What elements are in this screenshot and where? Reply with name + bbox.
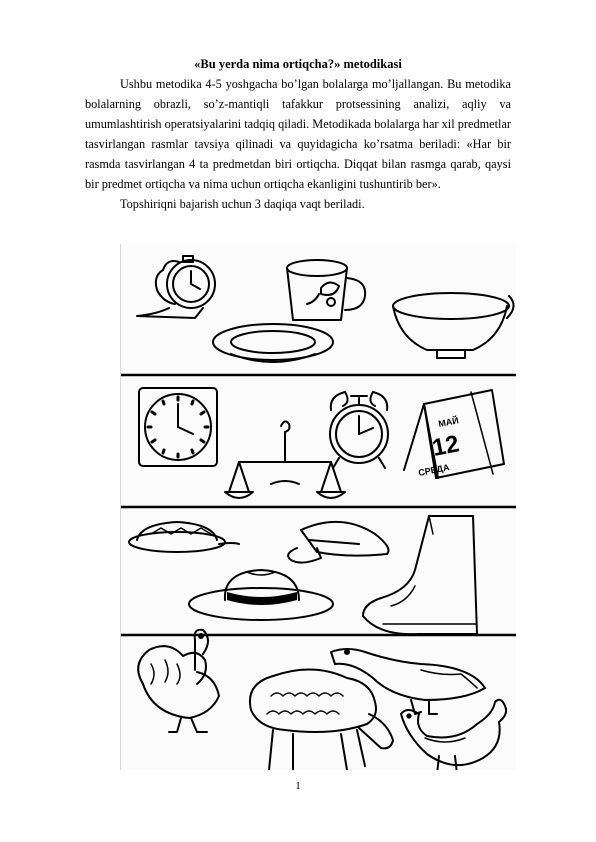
teacup-icon xyxy=(393,293,514,358)
paragraph-description: Ushbu metodika 4-5 yoshgacha bo’lgan bolalarga mo’ljallangan. Bu metodika bolalarning obrazli, so’z-mantiqli tafakkur protsessining analizi, aqliy va umumlashtirish operatsiyalarini tadqiq qiladi. Metodikada bolalarga har xil predmetlar tasvirlangan rasmlar tavsiya qilinadi va quyidagicha ko’rsatma beriladi: «Har bir rasmda tasvirlangan 4 ta predmetdan biri ortiqcha. Diqqat bilan rasmga qarab, qaysi bir predmet ortiqcha va nima uchun ortiqcha ekanligini tushuntirib ber». xyxy=(85,77,511,191)
calendar-day-label: 12 xyxy=(429,430,462,462)
calendar-weekday-label: СРЕДА xyxy=(417,462,451,478)
mug-icon xyxy=(287,260,365,320)
calendar-month-label: МАЙ xyxy=(437,415,460,429)
paragraph-time-limit: Topshiriqni bajarish uchun 3 daqiqa vaqt beriladi. xyxy=(120,197,365,211)
wall-clock-icon xyxy=(139,388,217,466)
skullcap-icon xyxy=(129,522,239,552)
hat-icon xyxy=(189,570,333,620)
balance-scale-icon xyxy=(225,421,345,498)
plate-icon xyxy=(213,324,333,362)
sheep-icon xyxy=(250,669,393,770)
goose-icon xyxy=(331,649,485,714)
boot-icon xyxy=(363,516,477,634)
instruction-text xyxy=(85,74,511,214)
odd-one-out-figure xyxy=(120,244,516,770)
calendar-icon xyxy=(404,390,504,478)
page-title: «Bu yerda nima ortiqcha?» metodikasi xyxy=(194,57,402,71)
cap-icon xyxy=(288,522,388,563)
pocket-watch-icon xyxy=(137,256,215,318)
alarm-clock-icon xyxy=(330,392,388,468)
turkey-icon xyxy=(138,630,219,732)
page-number: 1 xyxy=(295,780,301,792)
chicken-icon xyxy=(401,700,506,770)
